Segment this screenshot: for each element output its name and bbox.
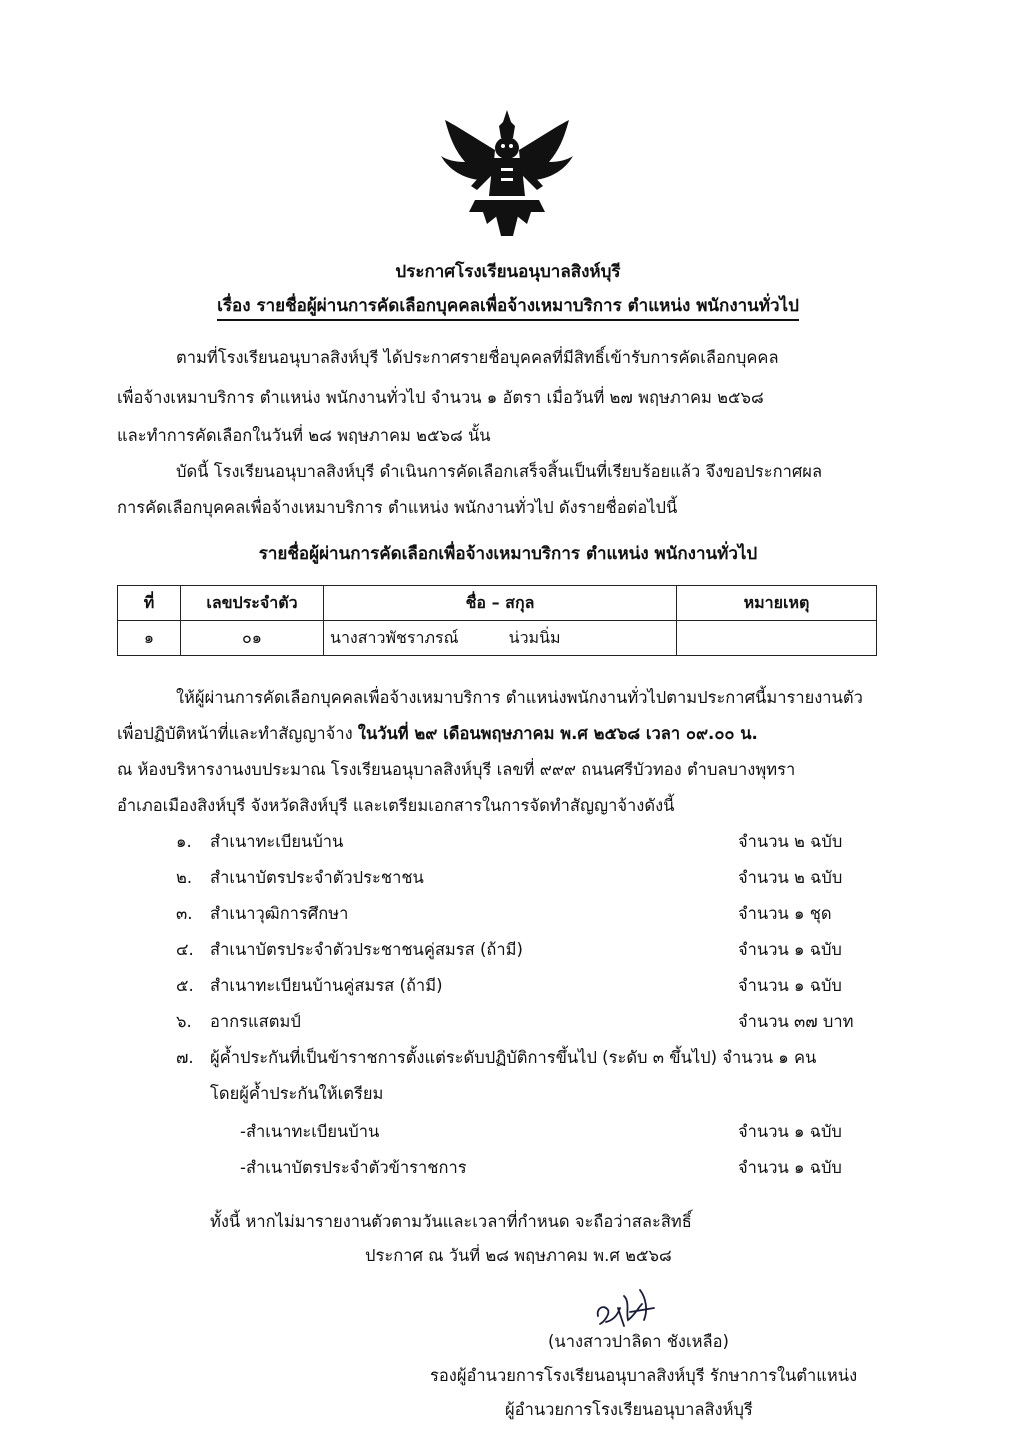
guarantor-line1: ผู้ค้ำประกันที่เป็นข้าราชการตั้งแต่ระดับปฏิบัติการขึ้นไป (ระดับ ๓ ขึ้นไป) จำนวน ๑ คน	[210, 1048, 817, 1067]
list-item-number: ๔.	[176, 940, 194, 959]
table-title: รายชื่อผู้ผ่านการคัดเลือกเพื่อจ้างเหมาบริการ ตำแหน่ง พนักงานทั่วไป	[258, 544, 758, 564]
guarantor-line2: โดยผู้ค้ำประกันให้เตรียม	[210, 1084, 384, 1103]
cell-name	[324, 621, 677, 656]
announcement-title: ประกาศโรงเรียนอนุบาลสิงห์บุรี	[395, 262, 621, 282]
list-item-number: ๒.	[176, 868, 193, 887]
list-item-qty: จำนวน ๒ ฉบับ	[738, 832, 843, 851]
guarantor-subitem-label: -สำเนาบัตรประจำตัวข้าราชการ	[240, 1158, 467, 1177]
surname: น่วมนิ่ม	[508, 627, 561, 647]
para3-line3: ณ ห้องบริหารงานงบประมาณ โรงเรียนอนุบาลสิงห์บุรี เลขที่ ๙๙๙ ถนนศรีบัวทอง ตำบลบางพุทรา	[117, 760, 796, 779]
cell-note	[677, 621, 877, 656]
para3-line4: อำเภอเมืองสิงห์บุรี จังหวัดสิงห์บุรี และเตรียมเอกสารในการจัดทำสัญญาจ้างดังนี้	[117, 796, 675, 815]
para3-line2-text: เพื่อปฏิบัติหน้าที่และทำสัญญาจ้าง	[117, 724, 358, 743]
column-header-note: หมายเหตุ	[677, 586, 877, 621]
guarantor-subitem-label: -สำเนาทะเบียนบ้าน	[240, 1122, 380, 1141]
list-item-qty: จำนวน ๓๗ บาท	[738, 1012, 854, 1031]
announcement-subject: เรื่อง รายชื่อผู้ผ่านการคัดเลือกบุคคลเพื่อจ้างเหมาบริการ ตำแหน่ง พนักงานทั่วไป	[217, 296, 799, 321]
para2-line1: บัดนี้ โรงเรียนอนุบาลสิงห์บุรี ดำเนินการคัดเลือกเสร็จสิ้นเป็นที่เรียบร้อยแล้ว จึงขอประกาศผล	[176, 462, 823, 481]
column-header-no: ที่	[118, 586, 181, 621]
list-item-label: สำเนาบัตรประจำตัวประชาชน	[210, 868, 424, 887]
cell-no: ๑	[118, 621, 181, 656]
list-item-label: สำเนาทะเบียนบ้านคู่สมรส (ถ้ามี)	[210, 976, 443, 995]
list-item-qty: จำนวน ๑ ฉบับ	[738, 940, 842, 959]
list-item-label: สำเนาวุฒิการศึกษา	[210, 904, 349, 923]
list-item-qty: จำนวน ๒ ฉบับ	[738, 868, 843, 887]
guarantor-subitem-qty: จำนวน ๑ ฉบับ	[738, 1122, 842, 1141]
para3-line2	[117, 720, 758, 748]
list-item-qty: จำนวน ๑ ฉบับ	[738, 976, 842, 995]
list-item-number: ๖.	[176, 1012, 192, 1031]
para1-line1: ตามที่โรงเรียนอนุบาลสิงห์บุรี ได้ประกาศรายชื่อบุคคลที่มีสิทธิ์เข้ารับการคัดเลือกบุคคล	[176, 348, 779, 367]
signatory-position-line1: รองผู้อำนวยการโรงเรียนอนุบาลสิงห์บุรี รักษาการในตำแหน่ง	[430, 1366, 858, 1385]
list-item-label: สำเนาทะเบียนบ้าน	[210, 832, 344, 851]
guarantor-subitem-qty: จำนวน ๑ ฉบับ	[738, 1158, 842, 1177]
list-item-label: อากรแสตมป์	[210, 1012, 301, 1031]
column-header-name: ชื่อ – สกุล	[324, 586, 677, 621]
para2-line2: การคัดเลือกบุคคลเพื่อจ้างเหมาบริการ ตำแหน่ง พนักงานทั่วไป ดังรายชื่อต่อไปนี้	[117, 498, 678, 517]
column-header-id: เลขประจำตัว	[181, 586, 324, 621]
list-item-qty: จำนวน ๑ ชุด	[738, 904, 832, 923]
signatory-name: (นางสาวปาลิดา ชังเหลือ)	[548, 1332, 729, 1351]
announce-date: ประกาศ ณ วันที่ ๒๘ พฤษภาคม พ.ศ ๒๕๖๘	[365, 1246, 672, 1265]
list-item-number: ๓.	[176, 904, 193, 923]
para1-line3: และทำการคัดเลือกในวันที่ ๒๘ พฤษภาคม ๒๕๖๘ นั้น	[117, 426, 491, 445]
results-table	[117, 585, 877, 656]
para1-line2: เพื่อจ้างเหมาบริการ ตำแหน่ง พนักงานทั่วไป จำนวน ๑ อัตรา เมื่อวันที่ ๒๗ พฤษภาคม ๒๕๖๘	[117, 388, 764, 407]
first-name: นางสาวพัชราภรณ์	[330, 627, 459, 647]
list-item-number: ๗.	[176, 1048, 194, 1067]
signatory-position-line2: ผู้อำนวยการโรงเรียนอนุบาลสิงห์บุรี	[505, 1400, 753, 1419]
table-header-row	[118, 586, 877, 621]
list-item-number: ๕.	[176, 976, 194, 995]
table-row	[118, 621, 877, 656]
garuda-emblem-icon	[435, 108, 580, 238]
cell-id: ๐๑	[181, 621, 324, 656]
report-date-time: ในวันที่ ๒๙ เดือนพฤษภาคม พ.ศ ๒๕๖๘ เวลา ๐๙.๐๐ น.	[357, 724, 758, 743]
closing-statement: ทั้งนี้ หากไม่มารายงานตัวตามวันและเวลาที่กำหนด จะถือว่าสละสิทธิ์	[210, 1212, 692, 1231]
para3-line1: ให้ผู้ผ่านการคัดเลือกบุคคลเพื่อจ้างเหมาบริการ ตำแหน่งพนักงานทั่วไปตามประกาศนี้มารายงานตัว	[176, 688, 863, 707]
list-item-label: สำเนาบัตรประจำตัวประชาชนคู่สมรส (ถ้ามี)	[210, 940, 523, 959]
list-item-number: ๑.	[176, 832, 192, 851]
